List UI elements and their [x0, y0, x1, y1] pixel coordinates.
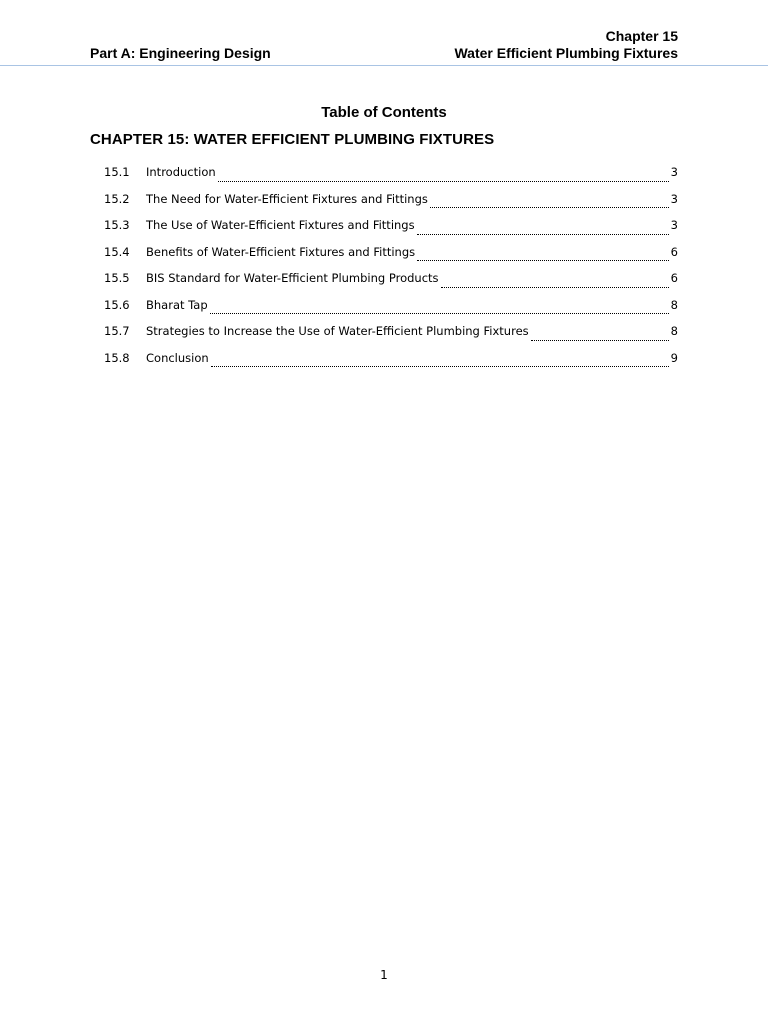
toc-entry[interactable] [104, 351, 678, 378]
footer-page-number: 1 [380, 968, 388, 982]
toc-entry-page[interactable]: 3 [670, 218, 678, 232]
header-divider [0, 65, 768, 66]
toc-entry-number: 15.6 [104, 297, 130, 312]
toc-entry-number: 15.2 [104, 191, 130, 206]
toc-entry-title[interactable]: The Need for Water-Efficient Fixtures and Fittings [146, 191, 428, 206]
toc-dot-leader [210, 312, 669, 314]
toc-entry-page[interactable]: 6 [670, 271, 678, 285]
chapter-heading: CHAPTER 15: WATER EFFICIENT PLUMBING FIXTURES [90, 131, 495, 148]
toc-entry-number: 15.4 [104, 244, 130, 259]
toc-entry-number: 15.5 [104, 271, 130, 285]
header-section-title: Part A: Engineering Design [90, 45, 271, 61]
toc-entry-page[interactable]: 9 [670, 350, 678, 365]
toc-entry[interactable] [104, 192, 678, 219]
toc-entry-title[interactable]: Bharat Tap [146, 297, 208, 312]
toc-dot-leader [211, 365, 669, 367]
toc-entry-page[interactable]: 8 [670, 297, 678, 312]
toc-entry-title[interactable]: The Use of Water-Efficient Fixtures and Fittings [146, 218, 415, 232]
toc-entry-title[interactable]: BIS Standard for Water-Efficient Plumbing Products [146, 271, 439, 285]
toc-entry-page[interactable]: 8 [670, 324, 678, 338]
toc-entry-page[interactable]: 6 [670, 244, 678, 259]
toc-dot-leader [531, 339, 669, 341]
toc-list [104, 165, 678, 377]
toc-dot-leader [441, 286, 669, 288]
page-header [90, 28, 678, 64]
toc-title: Table of Contents [321, 104, 447, 121]
toc-dot-leader [430, 206, 669, 208]
toc-entry[interactable] [104, 271, 678, 298]
toc-entry-number: 15.7 [104, 324, 130, 338]
toc-dot-leader [218, 180, 669, 182]
toc-entry-page[interactable]: 3 [670, 165, 678, 179]
toc-entry-title[interactable]: Benefits of Water-Efficient Fixtures and Fittings [146, 244, 416, 259]
header-chapter-number: Chapter 15 [605, 28, 678, 44]
header-chapter-title: Water Efficient Plumbing Fixtures [454, 45, 678, 61]
toc-entry-title[interactable]: Conclusion [146, 350, 209, 365]
toc-dot-leader [417, 233, 669, 235]
toc-entry[interactable] [104, 245, 678, 272]
toc-entry-number: 15.1 [104, 165, 130, 179]
header-chapter-block [454, 28, 678, 62]
toc-entry-number: 15.3 [104, 218, 130, 232]
toc-dot-leader [417, 259, 669, 261]
toc-entry-title[interactable]: Strategies to Increase the Use of Water-Efficient Plumbing Fixtures [146, 324, 529, 338]
toc-entry-number: 15.8 [104, 350, 130, 365]
toc-entry[interactable] [104, 165, 678, 192]
toc-entry-page[interactable]: 3 [670, 191, 678, 206]
toc-entry[interactable] [104, 298, 678, 325]
toc-entry[interactable] [104, 324, 678, 351]
toc-entry[interactable] [104, 218, 678, 245]
toc-entry-title[interactable]: Introduction [146, 165, 216, 179]
